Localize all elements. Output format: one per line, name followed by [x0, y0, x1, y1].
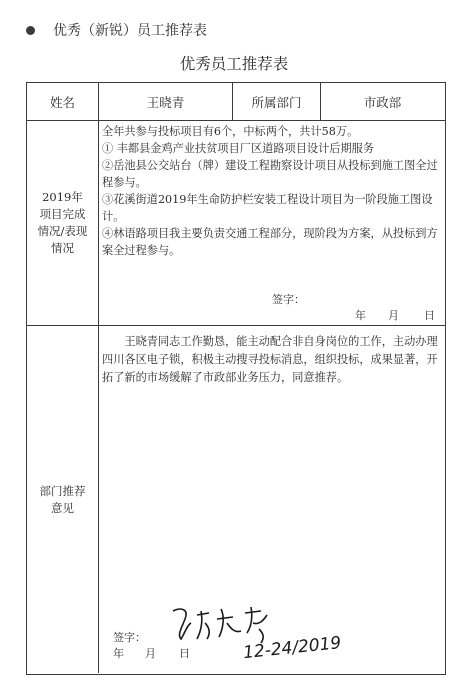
section1-date-year: 年 — [355, 309, 366, 322]
section1-sign-label: 签字： — [272, 293, 305, 306]
section2-date-month: 月 — [145, 647, 156, 660]
basic-info-row — [27, 83, 445, 121]
project-line: ②岳池县公交站台（牌）建设工程勘察设计项目从投标到施工图全过程参与。 — [102, 159, 438, 189]
project-line: ③花溪街道2019年生命防护栏安装工程设计项目为一阶段施工图设计。 — [102, 193, 433, 223]
section2-sign-label: 签字： — [113, 631, 146, 644]
section2-content — [102, 333, 442, 387]
section2-date-day: 日 — [179, 647, 190, 660]
svg-text:12-24/2019: 12-24/2019 — [242, 633, 343, 664]
name-value: 王晓青 — [146, 94, 185, 110]
header-title: 优秀（新锐）员工推荐表 — [53, 23, 207, 39]
bullet-icon — [26, 26, 35, 35]
dept-label: 所属部门 — [251, 94, 302, 110]
name-label: 姓名 — [49, 94, 75, 110]
section1-date-month: 月 — [388, 309, 399, 322]
section2-label: 部门推荐意见 — [39, 484, 86, 515]
section1-content — [102, 123, 442, 259]
project-line: ① 丰都县金鸡产业扶贫项目厂区道路项目设计后期服务 — [102, 142, 375, 155]
section2-date-year: 年 — [113, 647, 124, 660]
header-line — [26, 20, 207, 40]
dept-value: 市政部 — [363, 94, 402, 110]
divider — [232, 83, 233, 120]
label-column-divider — [98, 83, 99, 673]
section1-date-day: 日 — [424, 309, 435, 322]
project-line: 全年共参与投标项目有6个，中标两个，共计58万。 — [102, 125, 359, 138]
form-title: 优秀员工推荐表 — [179, 55, 289, 73]
project-line: ④林语路项目我主要负责交通工程部分，现阶段为方案，从投标到方案全过程参与。 — [102, 227, 438, 257]
handwritten-date — [239, 631, 349, 665]
recommendation-form — [26, 82, 446, 675]
recommendation-text: 王晓青同志工作勤恳，能主动配合非自身岗位的工作，主动办理四川各区电子锁，积极主动搜寻投标消息，组织投标，成果显著，开拓了新的市场缓解了市政部业务压力，同意推荐。 — [102, 335, 438, 384]
divider — [320, 83, 321, 120]
section1-label: 2019年项目完成情况/表现情况 — [37, 189, 88, 255]
